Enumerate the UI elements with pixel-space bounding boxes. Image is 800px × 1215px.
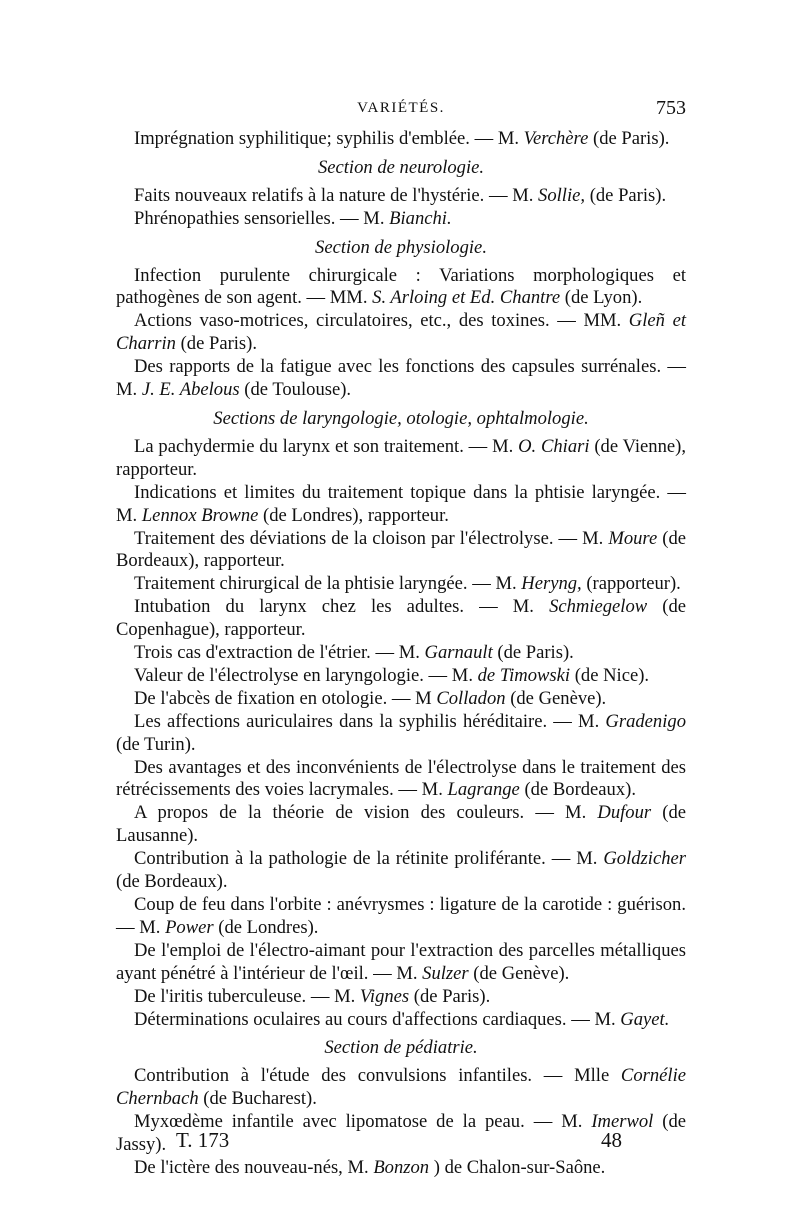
- entry-origin: (de Jassy).: [116, 1111, 687, 1156]
- entry: [116, 986, 686, 1009]
- entry: [116, 711, 686, 757]
- entry-origin: (de Bordeaux), rapporteur.: [116, 527, 687, 572]
- entry: [116, 848, 686, 894]
- entry-origin: (de Nice).: [570, 664, 650, 686]
- entry-origin: (de Copenhague), rapporteur.: [116, 596, 687, 641]
- entry-origin: (de Turin).: [116, 733, 196, 755]
- entry: [116, 482, 686, 528]
- entry-text: Contribution à l'étude des convulsions infantiles. — Mlle: [134, 1065, 621, 1087]
- page-header: [116, 97, 686, 126]
- entry-text: Indications et limites du traitement topique dans la phtisie laryngée. — M.: [116, 481, 686, 526]
- entry-author: Vignes: [359, 985, 410, 1007]
- entry-text: Traitement des déviations de la cloison par l'électrolyse. — M.: [134, 527, 609, 549]
- entry-origin: (de Paris).: [175, 333, 258, 355]
- entry-author: Power: [165, 916, 214, 938]
- entry: [116, 596, 686, 642]
- entry-text: A propos de la théorie de vision des couleurs. — M.: [134, 802, 598, 824]
- entry: [116, 436, 686, 482]
- entry-origin: (de Genève).: [505, 687, 607, 709]
- entry-author: Goldzicher: [603, 848, 686, 870]
- entry-origin: (de Bordeaux).: [116, 871, 228, 893]
- entry: [116, 642, 686, 665]
- entry-author: Heryng,: [521, 573, 582, 595]
- entry: [116, 528, 686, 574]
- entry-origin: (de Paris).: [588, 128, 670, 149]
- entry: [116, 265, 686, 311]
- page-number: 753: [656, 97, 686, 119]
- page-body: [116, 128, 686, 1180]
- entry-origin: (de Londres).: [213, 916, 319, 938]
- entry-author: Sulzer: [422, 962, 469, 984]
- entry-author: Gayet.: [620, 1008, 670, 1030]
- entry-text: Infection purulente chirurgicale : Variations morphologiques et pathogènes de son agent. — MM.: [116, 264, 686, 309]
- volume-signature: T. 173: [176, 1128, 230, 1152]
- entry-text: Coup de feu dans l'orbite : anévrysmes : ligature de la carotide : guérison. — M.: [116, 894, 686, 938]
- entry-origin: (de Paris).: [492, 642, 574, 664]
- entry-author: O. Chiari: [518, 435, 590, 457]
- entry-author: Lagrange: [447, 779, 520, 801]
- entry-text: De l'iritis tuberculeuse. — M.: [134, 985, 360, 1007]
- entry-origin: (de Bucharest).: [198, 1088, 317, 1110]
- entry-author: Moure: [608, 527, 658, 549]
- sheet-signature: 48: [601, 1128, 622, 1152]
- entry-text: Traitement chirurgical de la phtisie laryngée. — M.: [134, 573, 522, 595]
- entry-origin: (de Paris).: [409, 985, 491, 1007]
- entry: [116, 1157, 686, 1180]
- entry-author: Bianchi.: [389, 207, 452, 229]
- entry-text: De l'ictère des nouveau-nés, M.: [134, 1156, 374, 1178]
- entry: [116, 802, 686, 848]
- entry-text: Faits nouveaux relatifs à la nature de l'hystérie. — M.: [134, 184, 539, 206]
- entry: [116, 940, 686, 986]
- entry: [116, 1009, 686, 1032]
- entry-text: Actions vaso-motrices, circulatoires, etc., des toxines. — MM.: [134, 310, 629, 332]
- entry-author: Bonzon: [373, 1156, 430, 1178]
- entry-origin: (de Toulouse).: [239, 379, 352, 401]
- entry: [116, 665, 686, 688]
- running-head: VARIÉTÉS.: [357, 100, 445, 116]
- entry: [116, 688, 686, 711]
- entry-text: Myxœdème infantile avec lipomatose de la peau. — M.: [134, 1111, 592, 1133]
- entry-author: S. Arloing et Ed. Chantre: [372, 287, 561, 309]
- section-heading: Sections de laryngologie, otologie, ophtalmologie.: [213, 407, 589, 429]
- entry-author: Gleñ et Charrin: [116, 310, 686, 355]
- entry-author: Schmiegelow: [549, 596, 648, 618]
- entry-author: Sollie,: [538, 184, 586, 206]
- entry-text: De l'abcès de fixation en otologie. — M: [134, 687, 437, 709]
- entry-origin: (de Paris).: [585, 184, 667, 206]
- entry: [116, 128, 686, 151]
- entry-text: La pachydermie du larynx et son traitement. — M.: [134, 435, 519, 457]
- entry-author: Dufour: [597, 802, 652, 824]
- entry: [116, 208, 686, 231]
- entry-origin: (de Vienne), rapporteur.: [116, 435, 686, 480]
- section-heading: Section de neurologie.: [317, 156, 485, 178]
- entry: [116, 310, 686, 356]
- entry: [116, 356, 686, 402]
- entry-text: Valeur de l'électrolyse en laryngologie. — M.: [134, 664, 478, 686]
- entry-origin: (de Londres), rapporteur.: [258, 504, 449, 526]
- page-footer: [176, 1128, 622, 1158]
- entry-author: Colladon: [436, 687, 506, 709]
- entry-text: Contribution à la pathologie de la rétinite proliférante. — M.: [134, 848, 604, 870]
- entry-author: Lennox Browne: [141, 504, 259, 526]
- entry-author: Verchère: [523, 128, 589, 149]
- entry: [116, 757, 686, 803]
- entry-author: Imerwol: [591, 1111, 654, 1133]
- entry-author: Gradenigo: [605, 710, 686, 732]
- entry: [116, 894, 686, 940]
- entry-text: Trois cas d'extraction de l'étrier. — M.: [134, 642, 425, 664]
- entry-text: Les affections auriculaires dans la syphilis héréditaire. — M.: [134, 710, 606, 732]
- entry-author: J. E. Abelous: [141, 379, 240, 401]
- entry-origin: (de Lausanne).: [116, 802, 687, 847]
- entry-text: Intubation du larynx chez les adultes. — M.: [134, 596, 550, 618]
- entry-author: Garnault: [424, 642, 493, 664]
- entry-author: de Timowski: [477, 664, 571, 686]
- entry-text: Déterminations oculaires au cours d'affections cardiaques. — M.: [134, 1008, 621, 1030]
- entry-text: De l'emploi de l'électro-aimant pour l'extraction des parcelles métalliques ayant pénétré à l'intérieur de l'œil. — M.: [116, 939, 686, 984]
- entry-text: Des rapports de la fatigue avec les fonctions des capsules surrénales. — M.: [116, 356, 686, 401]
- entry: [116, 1065, 686, 1111]
- entry: [116, 185, 686, 208]
- entry-text: Phrénopathies sensorielles. — M.: [134, 207, 390, 229]
- entry-origin: (rapporteur).: [581, 573, 681, 595]
- entry-text: Des avantages et des inconvénients de l'électrolyse dans le traitement des rétrécissements des voies lacrymales. — M.: [116, 756, 686, 801]
- entry-origin: (de Bordeaux).: [519, 779, 636, 801]
- entry-text: Imprégnation syphilitique; syphilis d'emblée. — M.: [134, 128, 524, 149]
- entry-origin: (de Genève).: [468, 962, 570, 984]
- entry-origin: (de Lyon).: [560, 287, 643, 309]
- entry-author: Cornélie Chernbach: [116, 1065, 686, 1110]
- section-heading: Section de pédiatrie.: [324, 1037, 478, 1059]
- entry-origin: ) de Chalon-sur-Saône.: [429, 1156, 606, 1178]
- section-heading: Section de physiologie.: [315, 236, 487, 258]
- entry: [116, 573, 686, 596]
